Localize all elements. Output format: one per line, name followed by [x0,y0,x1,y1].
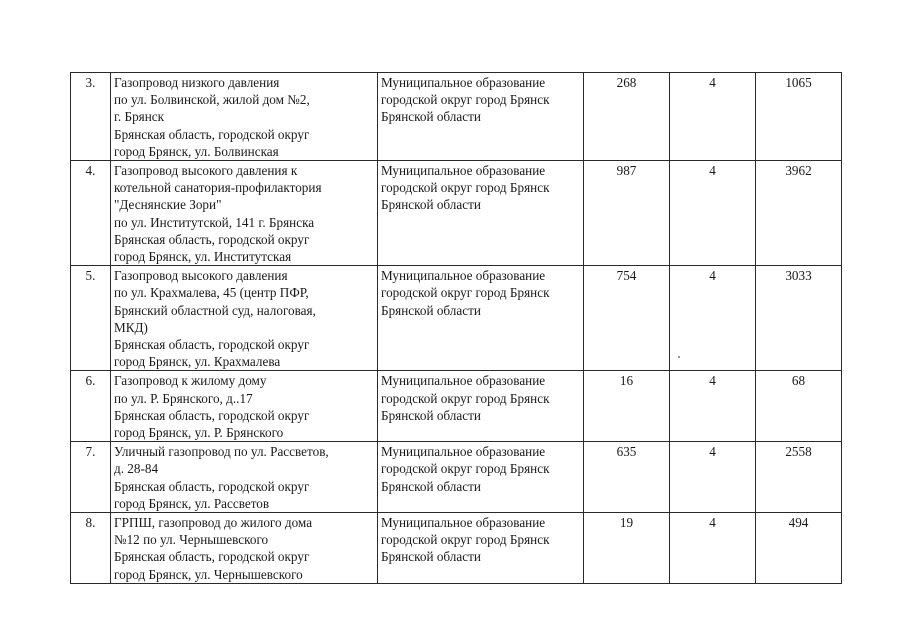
object-name-line: Брянская область, городской округ [114,126,310,142]
object-name-line: ГРПШ, газопровод до жилого дома [114,515,313,531]
owner-cell [378,266,584,371]
object-name-line: Уличный газопровод по ул. Рассветов, [114,444,329,460]
object-name-line: №12 по ул. Чернышевского [114,532,269,548]
length-cell: 19 [584,513,670,584]
object-name-line: Газопровод к жилому дому [114,373,267,389]
category-cell: 4 [670,513,756,584]
object-name-line: город Брянск, ул. Рассветов [114,495,270,511]
owner-line: Брянской области [381,109,481,125]
owner-line: городской округ город Брянск [381,390,550,406]
gas-pipeline-registry-table [70,72,842,584]
category-cell: 4 [670,371,756,442]
owner-cell [378,73,584,161]
row-number-cell: 6. [71,371,111,442]
owner-line: Брянской области [381,302,481,318]
object-name-line: Брянская область, городской округ [114,549,310,565]
row-number-cell: 3. [71,73,111,161]
object-name-cell [111,73,378,161]
object-name-line: "Деснянские Зори" [114,197,222,213]
owner-line: Муниципальное образование [381,515,546,531]
object-name-line: по ул. Крахмалева, 45 (центр ПФР, [114,285,309,301]
object-name-line: д. 28-84 [114,461,159,477]
category-cell: 4 [670,73,756,161]
object-name-cell [111,513,378,584]
object-name-line: город Брянск, ул. Крахмалева [114,354,281,370]
object-name-line: Брянская область, городской округ [114,478,310,494]
table-row [71,442,842,513]
owner-line: городской округ город Брянск [381,461,550,477]
object-name-line: г. Брянск [114,109,165,125]
length-cell: 754 [584,266,670,371]
owner-line: Муниципальное образование [381,268,546,284]
table-row [71,266,842,371]
owner-line: городской округ город Брянск [381,285,550,301]
object-name-line: Газопровод высокого давления [114,268,288,284]
value-cell: 3962 [756,161,842,266]
category-cell: 4 [670,266,756,371]
object-name-line: Брянский областной суд, налоговая, [114,302,316,318]
object-name-line: город Брянск, ул. Институтская [114,249,292,265]
object-name-line: Брянская область, городской округ [114,337,310,353]
owner-line: городской округ город Брянск [381,180,550,196]
owner-line: Муниципальное образование [381,444,546,460]
object-name-line: МКД) [114,319,148,335]
object-name-line: по ул. Р. Брянского, д..17 [114,390,253,406]
length-cell: 268 [584,73,670,161]
object-name-line: Брянская область, городской округ [114,407,310,423]
owner-line: Брянской области [381,407,481,423]
object-name-line: Брянская область, городской округ [114,231,310,247]
owner-line: городской округ город Брянск [381,92,550,108]
owner-cell [378,442,584,513]
length-cell: 987 [584,161,670,266]
object-name-line: город Брянск, ул. Р. Брянского [114,425,284,441]
row-number-cell: 4. [71,161,111,266]
owner-line: городской округ город Брянск [381,532,550,548]
value-cell: 1065 [756,73,842,161]
owner-cell [378,161,584,266]
object-name-line: город Брянск, ул. Чернышевского [114,566,303,582]
table-row [71,371,842,442]
object-name-line: Газопровод низкого давления [114,75,280,90]
owner-line: Муниципальное образование [381,373,546,389]
owner-cell [378,371,584,442]
object-name-line: котельной санатория-профилактория [114,180,322,196]
object-name-line: город Брянск, ул. Болвинская [114,143,279,159]
table-row [71,513,842,584]
table-body [71,73,842,584]
object-name-cell [111,442,378,513]
owner-line: Муниципальное образование [381,75,546,90]
object-name-line: Газопровод высокого давления к [114,163,298,179]
owner-line: Брянской области [381,549,481,565]
value-cell: 494 [756,513,842,584]
owner-line: Муниципальное образование [381,163,546,179]
row-number-cell: 8. [71,513,111,584]
table-row [71,73,842,161]
owner-line: Брянской области [381,197,481,213]
object-name-line: по ул. Институтской, 141 г. Брянска [114,214,315,230]
object-name-cell [111,266,378,371]
length-cell: 16 [584,371,670,442]
length-cell: 635 [584,442,670,513]
value-cell: 68 [756,371,842,442]
owner-cell [378,513,584,584]
value-cell: 2558 [756,442,842,513]
row-number-cell: 5. [71,266,111,371]
value-cell: 3033 [756,266,842,371]
category-cell: 4 [670,442,756,513]
table-row [71,161,842,266]
scan-speck [678,356,680,358]
object-name-cell [111,161,378,266]
category-cell: 4 [670,161,756,266]
object-name-cell [111,371,378,442]
row-number-cell: 7. [71,442,111,513]
owner-line: Брянской области [381,478,481,494]
object-name-line: по ул. Болвинской, жилой дом №2, [114,92,310,108]
